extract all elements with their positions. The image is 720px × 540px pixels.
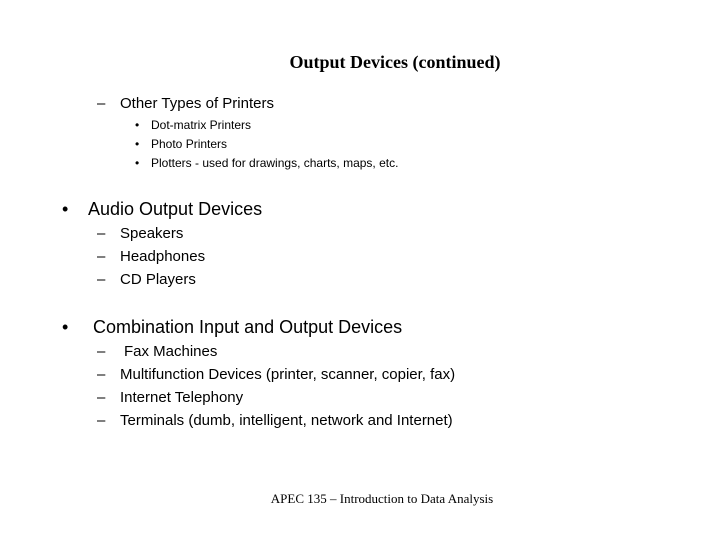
- list-item-text: Plotters - used for drawings, charts, maps, etc.: [151, 156, 399, 170]
- dash-marker: –: [97, 95, 106, 112]
- bullet-marker: •: [62, 199, 69, 219]
- list-item-text: Terminals (dumb, intelligent, network and Internet): [120, 412, 453, 429]
- list-item-text: CD Players: [120, 271, 196, 288]
- bullet-heading: Combination Input and Output Devices: [93, 317, 403, 337]
- dash-marker: –: [97, 389, 106, 406]
- dash-marker: –: [97, 225, 106, 242]
- dash-marker: –: [97, 366, 106, 383]
- dash-marker: –: [97, 343, 106, 360]
- bullet-marker: •: [62, 317, 69, 337]
- list-item-text: Internet Telephony: [120, 389, 244, 406]
- slide-title: Output Devices (continued): [289, 52, 501, 72]
- list-item-text: Fax Machines: [124, 343, 218, 360]
- list-item-text: Multifunction Devices (printer, scanner, copier, fax): [120, 366, 456, 383]
- bullet-marker: •: [135, 137, 140, 151]
- sub-bullet-label: Other Types of Printers: [120, 95, 274, 112]
- slide-footer: APEC 135 – Introduction to Data Analysis: [270, 491, 494, 506]
- dash-marker: –: [97, 271, 106, 288]
- bullet-heading: Audio Output Devices: [88, 199, 263, 219]
- dash-marker: –: [97, 412, 106, 429]
- list-item-text: Photo Printers: [151, 137, 228, 151]
- list-item-text: Speakers: [120, 225, 184, 242]
- dash-marker: –: [97, 248, 106, 265]
- bullet-marker: •: [135, 118, 140, 132]
- list-item-text: Dot-matrix Printers: [151, 118, 252, 132]
- list-item-text: Headphones: [120, 248, 206, 265]
- bullet-marker: •: [135, 156, 140, 170]
